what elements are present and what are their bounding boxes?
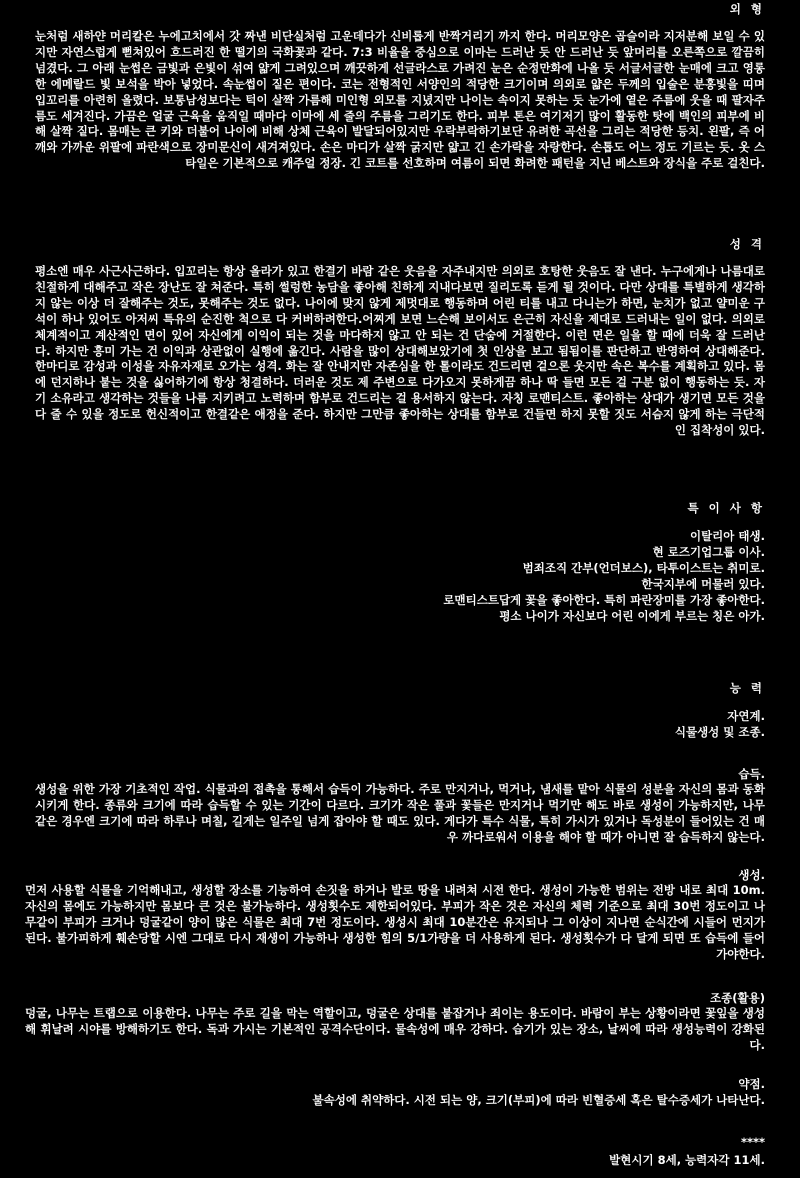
appearance-heading: 외 형 — [729, 2, 765, 16]
list-item: 현 로즈기업그룹 이사. — [652, 545, 765, 559]
create-body: 먼저 사용할 식물을 기억해내고, 생성할 장소를 기능하여 손짓을 하거나 발로 땅을 내려쳐 시전 한다. 생성이 가능한 범위는 전방 내로 최대 10m. 자신의 몸에도 가능하지만 몸보다 큰 것은 불가능하다. 생성횟수도 제한되어있다. 부피가 작은 것은 자신의 체력 기준으로 최대 30번 정도이고 나무같이 부피가 크거나 덩굴같이 양이 많은 식물은 최대 7번 정도이다. 생성시 최대 10분간은 유지되나 그 이상이 지나면 순식간에 시들어 먼지가 된다. 불가피하게 훼손당할 시엔 그대로 다시 재생이 가능하나 생성한 힘의 5/1가량을 더 사용하게 된다. 생성횟수가 다 달게 되면 또 습득에 들어가야한다. — [25, 883, 765, 961]
appearance-body: 눈처럼 새하얀 머리칼은 누에고치에서 갓 짜낸 비단실처럼 고운데다가 신비롭게 반짝거리기 까지 한다. 머리모양은 곱슬이라 지저분해 보일 수 있지만 자연스럽게 뻗쳐있어 흐드러진 한 떨기의 국화꽃과 같다. 7:3 비율을 중심으로 이마는 드러난 듯 안 드러난 듯 앞머리를 오른쪽으로 깔끔히 넘겼다. 그 아래 눈썹은 금빛과 은빛이 섞여 얇게 그려있으며 깨끗하게 선글라스로 가려진 눈은 순정만화에 나올 듯 서글서글한 눈매에 크고 영롱한 에메랄드 빛 보석을 박아 넣었다. 속눈썹이 짙은 편이다. 코는 전형적인 서양인의 적당한 크기이며 의외로 얇은 두께의 입술은 분홍빛을 띠며 입꼬리를 아련히 올렸다. 보통남성보다는 턱이 살짝 가름해 미인형 외모를 지녔지만 나이는 속이지 못하는 듯 눈가에 옅은 주름에 웃을 때 팔자주름도 세겨진다. 가끔은 얼굴 근육을 움직일 때마다 이마에 세 줄의 주름을 그리기도 한다. 피부 톤은 여기저기 많이 활동한 탓에 백인의 피부에 비해 살짝 짙다. 몸매는 큰 키와 더불어 나이에 비해 상체 근육이 발달되어있지만 우락부락하기보단 유려한 곡선을 그리는 적당한 등치. 왼팔, 즉 어깨와 가까운 위팔에 파란색으로 장미문신이 새겨져있다. 손은 마디가 살짝 굵지만 얇고 긴 손가락을 자랑한다. 손톱도 어느 정도 기르는 듯. 옷 스타일은 기본적으로 캐주얼 정장. 긴 코트를 선호하며 여름이 되면 화려한 패턴을 지닌 베스트와 장식을 주로 걸친다. — [35, 29, 765, 171]
personality-heading: 성 격 — [729, 237, 765, 251]
footer-mark: **** — [740, 1135, 765, 1149]
list-item: 이탈리아 태생. — [689, 529, 765, 543]
weakness-body: 불속성에 취약하다. 시전 되는 양, 크기(부피)에 따라 빈혈증세 혹은 탈수증세가 나타난다. — [312, 1093, 765, 1107]
ability-heading: 능 력 — [729, 681, 765, 695]
ability-summary — [35, 708, 765, 740]
weakness-title: 약점. — [738, 1077, 765, 1091]
footer-text: 발현시기 8세, 능력자각 11세. — [609, 1153, 765, 1167]
create-title: 생성. — [738, 868, 765, 882]
specials-heading: 특 이 사 항 — [687, 501, 765, 515]
personality-body: 평소엔 매우 사근사근하다. 입꼬리는 항상 올라가 있고 한결기 바람 같은 웃음을 자주내지만 의외로 호탕한 웃음도 잘 낸다. 누구에게나 나름대로 친절하게 대해주고 작은 장난도 잘 쳐준다. 특히 썰렁한 농담을 좋아해 친하게 지내다보면 질리도록 듣게 될 것이다. 다만 상대를 특별하게 생각하지 않는 이상 더 잘해주는 것도, 못해주는 것도 없다. 나이에 맞지 않게 제멋대로 행동하며 어린 티를 내고 다니는가 하면, 눈치가 없고 얄미운 구석이 하나 있어도 아저씨 특유의 순진한 척으로 다 커버하려한다.어찌게 보면 느슨해 보이서도 은근히 자신을 제대로 드러내는 일이 없다. 의외로 체계적이고 계산적인 면이 있어 자신에게 이익이 되는 것을 마다하지 않고 안 되는 건 단숨에 거절한다. 이런 면은 일을 할 때에 더욱 잘 드러난다. 하지만 흥미 가는 건 이익과 상관없이 실행에 옮긴다. 사람을 많이 상대해보았기에 첫 인상을 보고 됨됨이를 판단하고 반영하여 상대해준다. 한마디로 감성과 이성을 자유자재로 오가는 성격. 화는 잘 안내지만 자존심을 한 톨이라도 건드리면 겉으론 웃지만 속은 복수를 계획하고 있다. 몸에 던지하나 붙는 것을 싫어하기에 항상 청결하다. 더러운 것도 제 주변으로 다가오지 못하게끔 하나 딱 들면 모든 걸 구분 없이 행동하는 듯. 자기 소유라고 생각하는 것들을 나름 지키려고 노력하며 함부로 건드리는 걸 용서하지 않는다. 자칭 로맨티스트. 좋아하는 상대가 생기면 모든 것을 다 줄 수 있을 정도로 헌신적이고 한결같은 애정을 준다. 하지만 그만큼 좋아하는 상대를 함부로 건들면 하지 못할 짓도 서슴지 않게 하는 극단적인 집착성이 있다. — [35, 264, 765, 438]
absorb-title: 습득. — [738, 767, 765, 781]
absorb-body: 생성을 위한 가장 기초적인 작업. 식물과의 접촉을 통해서 습득이 가능하다. 주로 만지거나, 먹거나, 냄새를 맡아 식물의 성분을 자신의 몸과 동화시키게 한다. 종류와 크기에 따라 습득할 수 있는 기간이 다르다. 크기가 작은 풀과 꽃들은 만지거나 먹기만 해도 바로 생성이 가능하지만, 나무 같은 경우엔 크기에 따라 하루나 며칠, 길게는 일주일 넘게 잡아야 할 때도 있다. 게다가 특수 식물, 특히 가시가 있거나 독성분이 들어있는 건 매우 까다로워서 이용을 해야 할 때가 아니면 잘 습득하지 않는다. — [35, 782, 765, 844]
ability-type: 자연계. — [727, 709, 765, 723]
list-item: 한국지부에 머물러 있다. — [641, 577, 765, 591]
control-title: 조종(활용) — [710, 991, 765, 1005]
specials-list — [35, 528, 765, 624]
list-item: 범죄조직 간부(언더보스), 타투이스트는 취미로. — [522, 561, 765, 575]
control-body: 덩굴, 나무는 트랩으로 이용한다. 나무는 주로 길을 막는 역할이고, 덩굴은 상대를 붙잡거나 죄이는 용도이다. 바람이 부는 상황이라면 꽃잎을 생성해 휘날려 시야를 방해하기도 한다. 독과 가시는 기본적인 공격수단이다. 물속성에 매우 강하다. 습기가 있는 장소, 날씨에 따라 생성능력이 강화된다. — [25, 1006, 765, 1052]
list-item: 평소 나이가 자신보다 어린 이에게 부르는 칭은 아가. — [499, 609, 765, 623]
list-item: 로맨티스트답게 꽃을 좋아한다. 특히 파란장미를 가장 좋아한다. — [443, 593, 765, 607]
ability-name: 식물생성 및 조종. — [674, 725, 765, 739]
